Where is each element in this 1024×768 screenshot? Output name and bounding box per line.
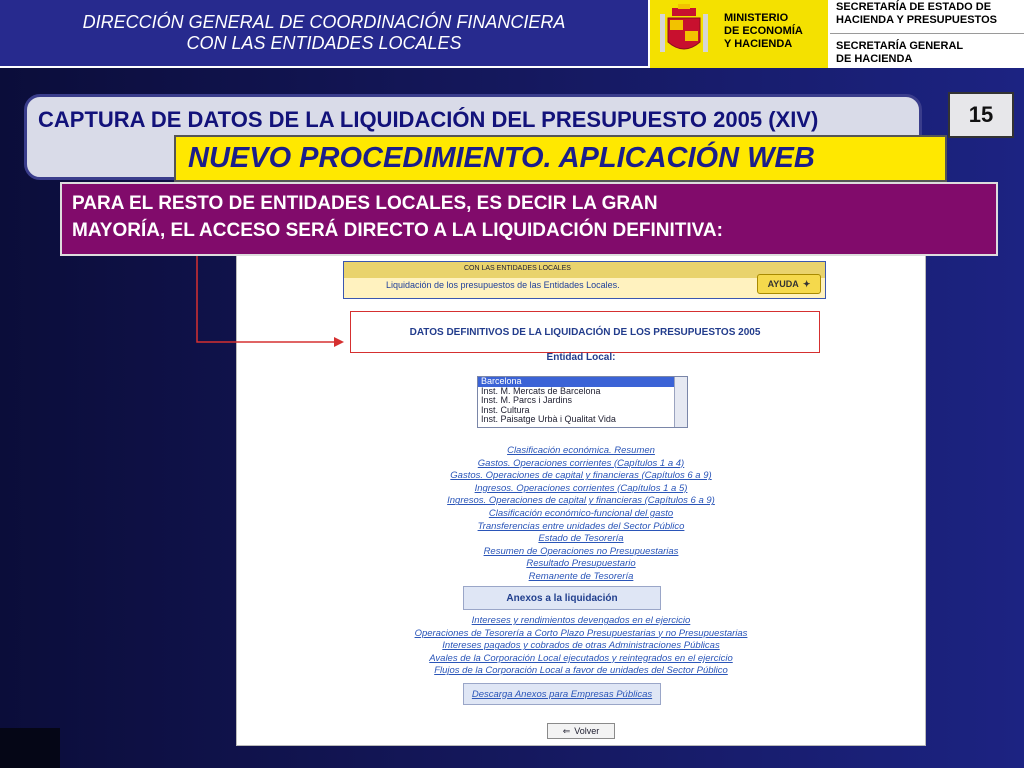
secretaria-general-line2: DE HACIENDA xyxy=(836,53,913,65)
annex-link[interactable]: Flujos de la Corporación Local a favor de unidades del Sector Público xyxy=(434,665,728,677)
report-link[interactable]: Resultado Presupuestario xyxy=(526,558,636,570)
access-note-line2: MAYORÍA, EL ACCESO SERÁ DIRECTO A LA LIQUIDACIÓN DEFINITIVA: xyxy=(72,220,723,241)
report-link[interactable]: Clasificación económica. Resumen xyxy=(507,445,655,456)
entity-option[interactable]: Barcelona xyxy=(478,377,687,387)
ministry-line2: DE ECONOMÍA xyxy=(724,25,803,37)
report-link[interactable]: Resumen de Operaciones no Presupuestarias xyxy=(483,545,679,557)
back-button-label: Volver xyxy=(574,726,600,736)
access-note xyxy=(60,182,998,256)
header-title-line2: CON LAS ENTIDADES LOCALES xyxy=(186,33,462,53)
app-banner-subtitle: Liquidación de los presupuestos de las Entidades Locales. xyxy=(386,280,620,290)
report-link[interactable]: Ingresos. Operaciones corrientes (Capítulos 1 a 5) xyxy=(474,482,688,494)
annex-link[interactable]: Operaciones de Tesorería a Corto Plazo Presupuestarias y no Presupuestarias xyxy=(414,627,748,639)
entity-option[interactable]: Inst. Paisatge Urbà i Qualitat Vida xyxy=(481,414,616,424)
help-button-label: AYUDA xyxy=(767,279,799,289)
page-number: 15 xyxy=(948,92,1014,138)
secretaria-estado-line2: HACIENDA Y PRESUPUESTOS xyxy=(836,14,997,26)
slide-title: CAPTURA DE DATOS DE LA LIQUIDACIÓN DEL PRESUPUESTO 2005 (XIV) xyxy=(38,107,819,132)
back-arrow-icon: ⇐ xyxy=(562,725,571,736)
entity-option[interactable]: Inst. Cultura xyxy=(481,404,530,415)
secretaria-estado-line1: SECRETARÍA DE ESTADO DE xyxy=(836,1,992,13)
corner-decoration xyxy=(0,728,60,768)
report-link[interactable]: Transferencias entre unidades del Sector Público xyxy=(477,520,685,532)
secretaria-general-line1: SECRETARÍA GENERAL xyxy=(836,40,964,52)
report-link[interactable]: Gastos. Operaciones corrientes (Capítulos 1 a 4) xyxy=(477,457,685,469)
entity-label: Entidad Local: xyxy=(546,352,616,363)
annex-link[interactable]: Intereses pagados y cobrados de otras Administraciones Públicas xyxy=(442,640,720,652)
app-banner-small: CON LAS ENTIDADES LOCALES xyxy=(464,265,571,272)
ministry-line1: MINISTERIO xyxy=(724,12,789,24)
header-title-line1: DIRECCIÓN GENERAL DE COORDINACIÓN FINANCIERA xyxy=(82,12,566,32)
annex-link[interactable]: Intereses y rendimientos devengados en el ejercicio xyxy=(471,615,691,626)
download-annex-button[interactable]: Descarga Anexos para Empresas Públicas xyxy=(463,683,661,705)
report-link[interactable]: Clasificación económico-funcional del gasto xyxy=(488,507,674,519)
section-title: DATOS DEFINITIVOS DE LA LIQUIDACIÓN DE LOS PRESUPUESTOS 2005 xyxy=(350,311,820,353)
annex-link[interactable]: Avales de la Corporación Local ejecutados y reintegrados en el ejercicio xyxy=(429,652,733,664)
entity-option[interactable]: Inst. M. Parcs i Jardins xyxy=(481,395,573,405)
entity-option[interactable]: Inst. M. Mercats de Barcelona xyxy=(481,385,601,396)
report-link[interactable]: Gastos. Operaciones de capital y financieras (Capítulos 6 a 9) xyxy=(450,470,712,482)
report-link[interactable]: Ingresos. Operaciones de capital y financieras (Capítulos 6 a 9) xyxy=(447,495,715,507)
new-procedure-banner: NUEVO PROCEDIMIENTO. APLICACIÓN WEB xyxy=(174,135,947,182)
report-link[interactable]: Estado de Tesorería xyxy=(538,533,624,545)
report-link[interactable]: Remanente de Tesorería xyxy=(528,570,634,582)
ministry-line3: Y HACIENDA xyxy=(724,38,793,50)
access-note-line1: PARA EL RESTO DE ENTIDADES LOCALES, ES DECIR LA GRAN xyxy=(72,193,658,214)
lightbulb-icon: ✦ xyxy=(802,278,811,289)
annex-button[interactable]: Anexos a la liquidación xyxy=(463,586,661,610)
